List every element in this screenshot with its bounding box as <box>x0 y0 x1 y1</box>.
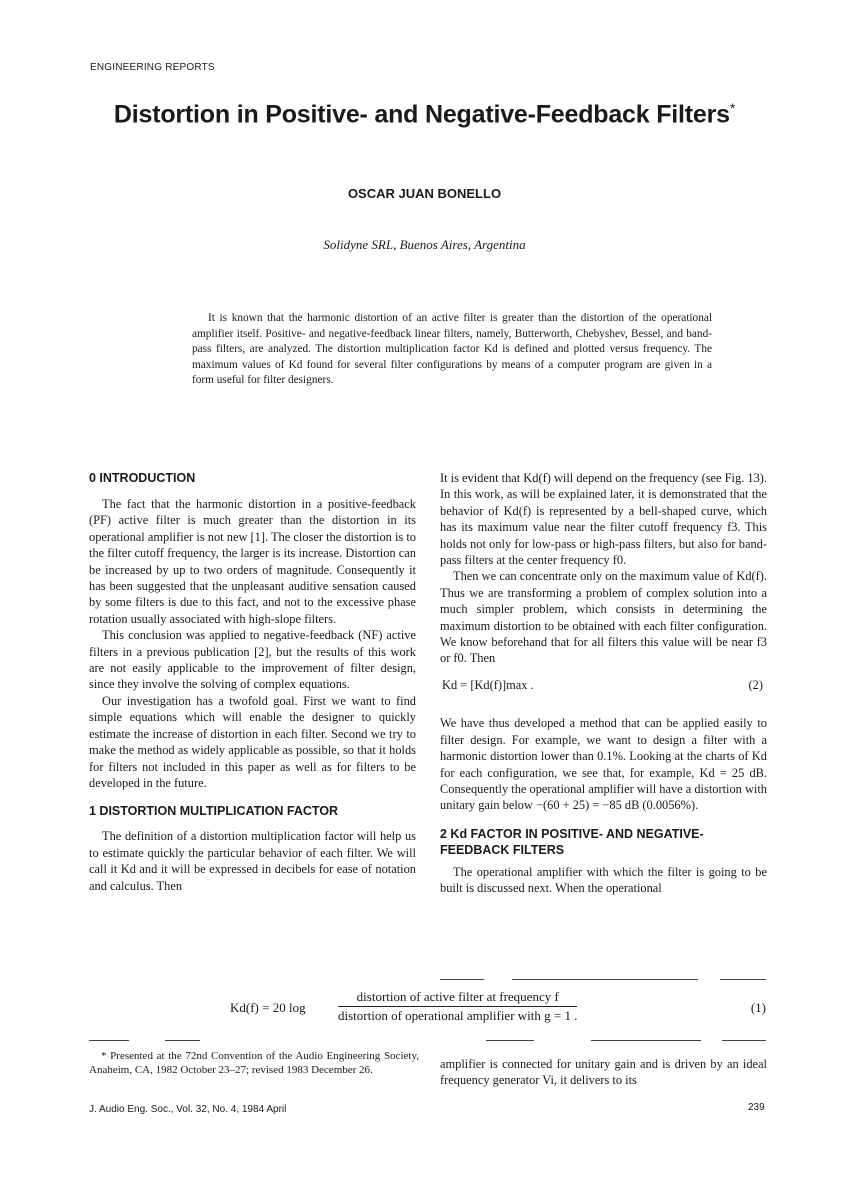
paper-title <box>0 100 849 129</box>
author-name: OSCAR JUAN BONELLO <box>347 186 502 201</box>
intro-paragraph-1: The fact that the harmonic distortion in a positive-feedback (PF) active filter is much greater than the distortion in its operational amplifier is not new [1]. The closer the distortion is to the filter cutoff frequency, the larger is its increase. Distortion can be increased by up to two orders of magnitude. Consequently it has been suggested that the unpleasant auditive sensation caused by some filters is due to this fact, and not to the excessive phase rotation usually associated with high-slope filters. <box>89 497 416 626</box>
right-column <box>440 470 767 897</box>
page-number: 239 <box>748 1102 765 1113</box>
running-head: ENGINEERING REPORTS <box>90 62 215 73</box>
equation-2-body: Kd = [Kd(f)]max . <box>442 677 534 692</box>
separator-rule <box>722 1040 766 1041</box>
equation-1-fraction <box>338 989 577 1024</box>
section-heading-kd-factor: 2 Kd FACTOR IN POSITIVE- AND NEGATIVE-FEEDBACK FILTERS <box>440 826 704 857</box>
right-paragraph-1: It is evident that Kd(f) will depend on the frequency (see Fig. 13). In this work, as will be explained later, it is demonstrated that the behavior of Kd(f) is represented by a bell-shaped curve, which has its maximum value near the filter cutoff frequency f3. This holds not only for low-pass or high-pass filters, but also for band-pass filters at the center frequency f0. <box>440 471 767 568</box>
journal-reference: J. Audio Eng. Soc., Vol. 32, No. 4, 1984 April <box>89 1104 287 1115</box>
separator-rule <box>512 979 698 980</box>
separator-rule <box>165 1040 200 1041</box>
equation-1-lhs: Kd(f) = 20 log <box>230 1000 306 1015</box>
section-heading-distortion-factor: 1 DISTORTION MULTIPLICATION FACTOR <box>89 804 339 819</box>
equation-1-numerator: distortion of active filter at frequency f <box>338 989 577 1007</box>
author-affiliation: Solidyne SRL, Buenos Aires, Argentina <box>323 237 526 252</box>
separator-rule <box>89 1040 129 1041</box>
right-paragraph-3: We have thus developed a method that can be applied easily to filter design. For example, we want to design a filter with a harmonic distortion lower than 0.1%. Looking at the charts of Kd for each configuration, we see that, for example, Kd = 25 dB. Consequently the operational amplifier will have a distortion with unitary gain below −(60 + 25) = −85 dB (0.0056%). <box>440 716 767 813</box>
equation-1 <box>230 989 766 1029</box>
separator-rule <box>486 1040 534 1041</box>
separator-rule <box>440 979 484 980</box>
right-paragraph-2: Then we can concentrate only on the maximum value of Kd(f). Thus we are transforming a problem of complex solution into a much simpler problem, which consists in determining the maximum distortion to be obtained with each filter configuration. We know beforehand that for all filters this value will be near f3 or f0. Then <box>440 569 767 666</box>
title-footnote-mark: * <box>729 100 736 116</box>
equation-1-denominator-text: distortion of operational amplifier with g = 1 <box>338 1008 571 1023</box>
left-column <box>89 470 416 894</box>
section1-paragraph-1: The definition of a distortion multiplication factor will help us to estimate quickly the particular behavior of each filter. We will call it Kd and it will be expressed in decibels for ease of notation and calculus. Then <box>89 829 416 893</box>
section2-paragraph-1: The operational amplifier with which the filter is going to be built is discussed next. When the operational <box>440 864 767 896</box>
section-heading-introduction: 0 INTRODUCTION <box>89 471 196 485</box>
abstract: It is known that the harmonic distortion of an active filter is greater than the distortion of the operational amplifier itself. Positive- and negative-feedback linear filters, namely, Butterworth, Chebyshev, Bessel, and band-pass filters, are analyzed. The distortion multiplication factor Kd is defined and plotted versus frequency. The maximum values of Kd found for several filter configurations by means of a computer program are given in a form useful for filter designers. <box>192 312 712 386</box>
equation-1-trail: . <box>574 1008 578 1023</box>
right-column-continuation: amplifier is connected for unitary gain and is driven by an ideal frequency generator Vi, it delivers to its <box>440 1057 767 1088</box>
intro-paragraph-2: This conclusion was applied to negative-feedback (NF) active filters in a previous publication [2], but the results of this work are not easily applicable to the improvement of filter design, since they involve the solving of complex equations. <box>89 628 416 692</box>
footnote: * Presented at the 72nd Convention of the Audio Engineering Society, Anaheim, CA, 1982 October 23–27; revised 1983 December 26. <box>89 1050 419 1076</box>
equation-1-number: (1) <box>750 1000 766 1015</box>
separator-rule <box>591 1040 701 1041</box>
title-text: Distortion in Positive- and Negative-Feedback Filters <box>113 100 730 129</box>
equation-1-denominator <box>338 1007 577 1024</box>
equation-2-number: (2) <box>748 677 763 692</box>
separator-rule <box>720 979 766 980</box>
intro-paragraph-3: Our investigation has a twofold goal. First we want to find simple equations which will enable the designer to quickly estimate the increase of distortion in each filter. Second we try to make the method as widely applicable as possible, so that it holds for filters not included in this paper as well as for filters to be developed in the future. <box>89 693 416 790</box>
equation-2 <box>440 677 767 693</box>
